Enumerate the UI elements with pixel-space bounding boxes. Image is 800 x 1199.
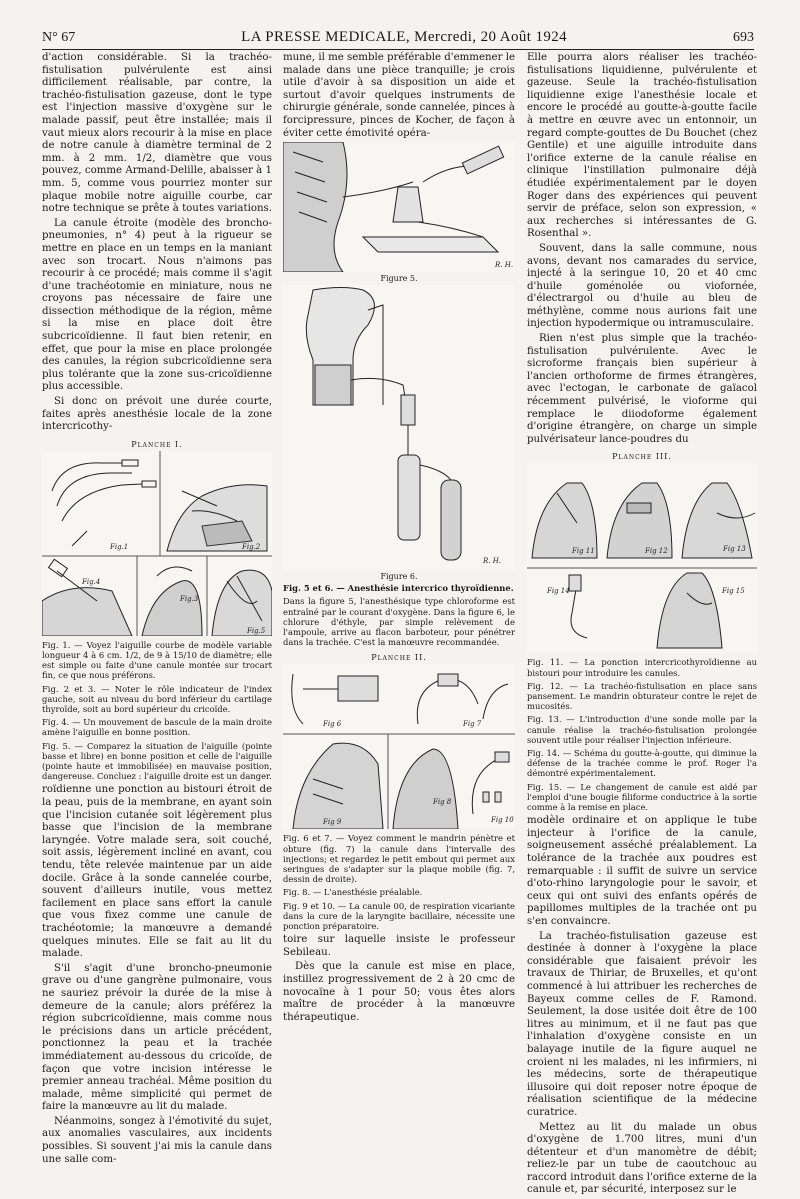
- page-number: 693: [733, 30, 754, 45]
- column-1: [42, 52, 272, 1168]
- paragraph: d'action considérable. Si la trachéo-fistulisation pulvérulente est ainsi difficilement réalisable, par contre, la trachéo-fistulisation gazeuse, dont le type est l'injection massive d'oxygène sur le malade passif, peut être installée; mais il vaut mieux alors recourir à la mise en place de notre canule à diamètre terminal de 2 mm. à 2 mm. 1/2, diamètre que vous pouvez, comme Armand-Delille, abaisser à 1 mm. 5, comme vous pourriez monter sur plaque mobile notre aiguille courbe, car notre technique se prête à toutes variations.: [42, 52, 272, 215]
- column-2: [283, 52, 515, 1026]
- caption: Fig. 5. — Comparez la situation de l'aiguille (pointe basse et libre) en bonne position et celle de l'aiguille (pointe haute et immobilisée) en mauvaise position, dangereuse. Concluez : l'aiguille droite est un danger.: [42, 740, 272, 782]
- caption: Fig. 8. — L'anesthésie préalable.: [283, 887, 423, 898]
- fig-11-label: Fig 11: [572, 547, 595, 556]
- paragraph: Néanmoins, songez à l'émotivité du sujet, aux anomalies vasculaires, aux incidents possibles. Si souvent j'ai mis la canule dans une salle com-: [42, 1115, 272, 1165]
- figure-6-signature: R. H.: [483, 557, 502, 566]
- paragraph: S'il s'agit d'une broncho-pneumonie grave ou d'une gangrène pulmonaire, vous ne sauriez prévoir la durée de la mise à demeure de la canule; alors préférez la région subcricoïdienne, mais comme nous le précisions dans un article précédent, ponctionnez la peau et la trachée immédiatement au-dessous du cricoïde, de façon que votre incision intéresse le premier anneau trachéal. Même position du malade, même simplicité qui permet de faire la manœuvre au lit du malade.: [42, 962, 272, 1113]
- plate-3-title: Planche III.: [612, 452, 672, 462]
- fig-2-label: Fig.2: [242, 542, 261, 551]
- paragraph: mune, il me semble préférable d'emmener le malade dans une pièce tranquille; je crois utile d'avoir à sa disposition un aide et surtout d'avoir quelques instruments de chirurgie générale, sonde cannelée, pinces à forcipressure, pinces de Kocher, de façon à éviter cette émotivité opéra-: [283, 52, 515, 139]
- caption: Fig. 9 et 10. — La canule 00, de respiration vicariante dans la cure de la laryngite bacillaire, nécessite une ponction préparatoire.: [283, 900, 515, 931]
- paragraph: Mettez au lit du malade un obus d'oxygène de 1.700 litres, muni d'un détenteur et d'un manomètre de débit; reliez-le par un tube de caoutchouc au raccord introduit dans l'orifice externe de la canule et, par sécurité, interposez sur le: [527, 1121, 757, 1196]
- paragraph: Souvent, dans la salle commune, nous avons, devant nos camarades du service, injecté à la seringue 10, 20 et 40 cmc d'huile goménolée ou viofornée, d'électrargol ou d'huile au bleu de méthylène, comme nous aurions fait une injection hypodermique ou intramusculaire.: [527, 242, 757, 330]
- paragraph: Dès que la canule est mise en place, instillez progressivement de 2 à 20 cmc de novocaïne à 1 pour 50; vous êtes alors maître de procéder à la manœuvre thérapeutique.: [283, 961, 515, 1023]
- paragraph: toire sur laquelle insiste le professeur Sebileau.: [283, 934, 515, 958]
- plate-1-illustration: [42, 451, 272, 636]
- plate-2-illustration: [283, 664, 515, 829]
- issue-number: N° 67: [42, 30, 76, 45]
- column-3: [527, 52, 757, 1199]
- caption: Fig. 1. — Voyez l'aiguille courbe de modèle variable longueur 4 à 6 cm. 1/2, de 9 à 15/10 de diamètre; elle est simple ou faite d'une canule montée sur trocart fin, ce que nous préférons.: [42, 639, 272, 681]
- plate-3-illustration: [527, 463, 757, 653]
- caption: Fig. 6 et 7. — Voyez comment le mandrin pénètre et obture (fig. 7) la canule dans l'intervalle des injections; et regardez le petit embout qui permet aux seringues de s'adapter sur la plaque mobile (fig. 7, dessin de droite).: [283, 833, 515, 885]
- fig-5-label: Fig.5: [247, 626, 266, 635]
- caption: Dans la figure 5, l'anesthésique type chloroforme est entraîné par le courant d'oxygène. Dans la figure 6, le chlorure d'éthyle, par simple relèvement de l'ampoule, arrive au flacon barboteur, pour pénétrer dans la trachée. C'est la manœuvre recommandée.: [283, 596, 515, 648]
- fig-14-label: Fig 14: [547, 587, 570, 596]
- plate-1-title: Planche I.: [131, 439, 183, 449]
- fig-10-label: Fig 10: [491, 816, 514, 825]
- paragraph: La canule étroite (modèle des broncho-pneumonies, n° 4) peut à la rigueur se mettre en place en un temps en la maniant avec son trocart. Nous n'aimons pas recourir à ce procédé; mais comme il s'agit d'une trachéotomie en miniature, nous ne croyons pas nécessaire de faire une dissection méthodique de la région, même si la mise en place doit être subcricoïdienne. Il faut bien retenir, en effet, que pour la mise en place prolongée des canules, la région subcricoïdienne sera plus tolérante que la zone sus-cricoïdienne plus accessible.: [42, 217, 272, 393]
- caption: Fig. 5 et 6. — Anesthésie intercrico thyroïdienne.: [283, 583, 514, 594]
- fig-7-label: Fig 7: [463, 720, 482, 729]
- running-header: [42, 20, 754, 50]
- paragraph: Rien n'est plus simple que la trachéo-fistulisation pulvérulente. Avec le sicroforme français bien supérieur à l'ancien orthoforme de firmes étrangères, avec l'ectogan, le carbonate de gaïacol récemment pulvérisé, le vioforme qui remplace le diiodoforme également d'origine étrangère, on charge un simple pulvérisateur lance-poudres du: [527, 333, 757, 445]
- journal-title: LA PRESSE MEDICALE, Mercredi, 20 Août 1924: [241, 29, 568, 45]
- paragraph: modèle ordinaire et on applique le tube injecteur à l'orifice de la canule, soigneusement asséché préalablement. La tolérance de la trachée aux poudres est remarquable : il suffit de suivre un service d'oto-rhino laryngologie pour le savoir, et ceux qui ont suivi des enfants opérés de papillomes multiples de la trachée ont pu s'en convaincre.: [527, 815, 757, 927]
- paragraph: roïdienne une ponction au bistouri étroit de la peau, puis de la membrane, en ayant soin que l'incision cutanée soit légèrement plus basse que l'incision de la membrane laryngée. Votre malade sera, soit couché, soit assis, légèrement incliné en avant, cou tendu, tête relevée maintenue par un aide docile. Grâce à la sonde cannelée courbe, souvent d'ailleurs inutile, vous mettez facilement en place sans effort la canule que vous fixez comme une canule de trachéotomie; la manœuvre a demandé quelques minutes. Elle se fait au lit du malade.: [42, 784, 272, 960]
- caption: Fig. 14. — Schéma du goutte-à-goutte, qui diminue la défense de la trachée comme le prof. Roger l'a démontré expérimentalement.: [527, 748, 757, 779]
- figure-6-illustration: [283, 285, 515, 570]
- figure-6-label: Figure 6.: [380, 572, 418, 582]
- caption: Fig. 2 et 3. — Noter le rôle indicateur de l'index gauche, soit au niveau du bord inférieur du cartilage thyroïde, soit au bord supérieur du cricoïde.: [42, 683, 272, 715]
- paragraph: La trachéo-fistulisation gazeuse est destinée à donner à l'oxygène la place considérable que faisaient prévoir les travaux de Thiriar, de Bruxelles, et qu'ont commencé à lui attribuer les recherches de Bayeux comme celles de F. Ramond. Seulement, la dose usitée doit être de 100 litres au minimum, et il ne faut pas que l'inhalation d'oxygène consiste en un balayage inutile de la figure auquel ne croient ni les malades, ni les infirmiers, ni les médecins, sorte de thérapeutique illusoire qui doit reposer notre époque de réalisation scientifique de la médecine curatrice.: [527, 930, 757, 1118]
- caption: Fig. 12. — La trachéo-fistulisation en place sans pansement. Le mandrin obturateur contre le rejet de mucosités.: [527, 680, 757, 712]
- fig-8-label: Fig 8: [433, 798, 452, 807]
- caption: Fig. 13. — L'introduction d'une sonde molle par la canule réalise la trachéo-fistulisation prolongée souvent utile pour réaliser l'injection inférieure.: [527, 714, 757, 745]
- fig-15-label: Fig 15: [722, 587, 745, 596]
- caption: Fig. 4. — Un mouvement de bascule de la main droite amène l'aiguille en bonne position.: [42, 717, 272, 738]
- figure-5-illustration: [283, 142, 515, 272]
- fig-1-label: Fig.1: [110, 542, 129, 551]
- caption: Fig. 11. — La ponction intercricothyroïdienne au bistouri pour introduire les canules.: [527, 657, 757, 678]
- fig-13-label: Fig 13: [723, 545, 746, 554]
- paragraph: Si donc on prévoit une durée courte, faites après anesthésie locale de la zone intercricothy-: [42, 396, 272, 433]
- figure-5-label: Figure 5.: [380, 274, 418, 284]
- figure-5-signature: R. H.: [495, 261, 514, 270]
- paragraph: Elle pourra alors réaliser les trachéo-fistulisations liquidienne, pulvérulente et gazeuse. Seule la trachéo-fistulisation liquidienne exige l'anesthésie locale et encore le procédé au goutte-à-goutte facile à mettre en œuvre avec un entonnoir, un regard compte-gouttes de Du Bouchet (chez Gentile) et une aiguille introduite dans l'orifice externe de la canule réalise en clinique l'instillation pulmonaire déjà étudiée expérimentalement par le doyen Roger dans des expériences qui peuvent servir de préface, selon son expression, « aux recherches si intéressantes de G. Rosenthal ».: [527, 52, 757, 240]
- plate-2-title: Planche II.: [371, 653, 427, 663]
- fig-9-label: Fig 9: [323, 818, 342, 827]
- fig-3-label: Fig.3: [180, 594, 199, 603]
- fig-12-label: Fig 12: [645, 547, 668, 556]
- fig-6-label: Fig 6: [323, 720, 342, 729]
- caption: Fig. 15. — Le changement de canule est aidé par l'emploi d'une bougie filiforme conductrice à la sortie comme à la remise en place.: [527, 781, 757, 813]
- fig-4-label: Fig.4: [82, 577, 101, 586]
